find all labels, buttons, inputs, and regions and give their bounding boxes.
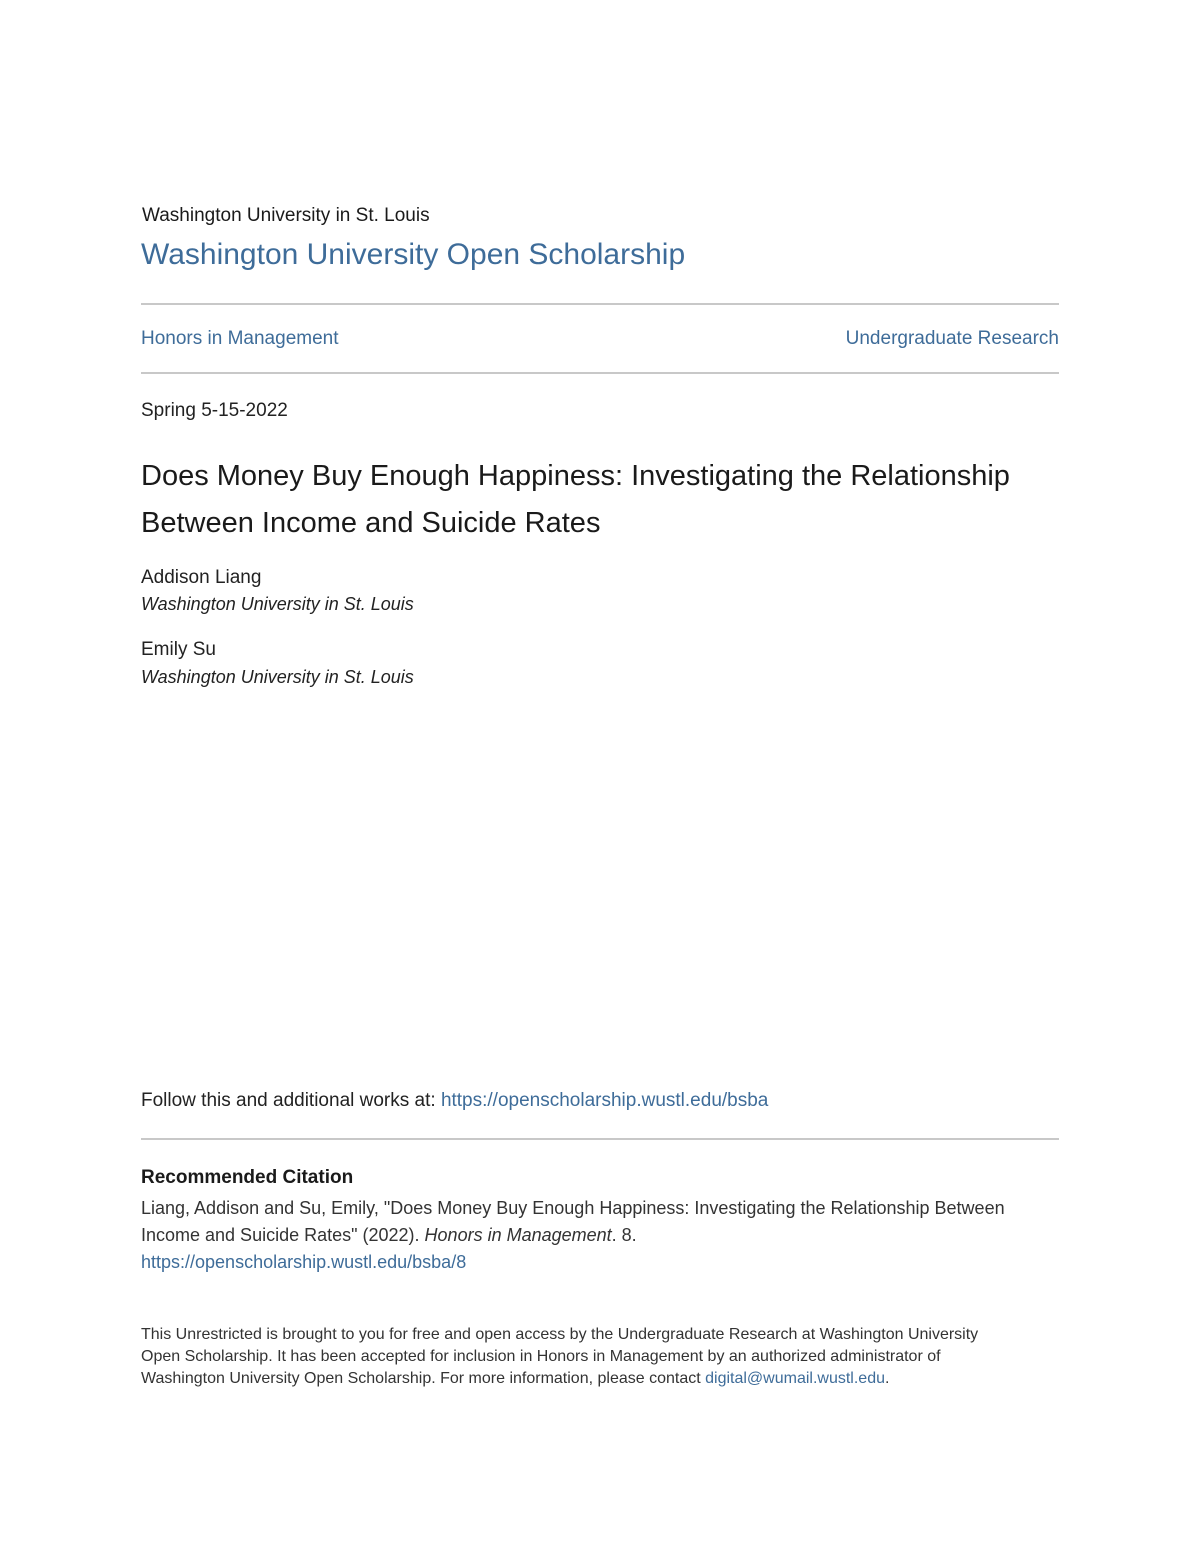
access-statement: [141, 1324, 1001, 1390]
institution-name: Washington University in St. Louis: [142, 205, 430, 226]
author-name: Addison Liang: [141, 567, 262, 588]
access-statement-text: This Unrestricted is brought to you for free and open access by the Undergraduate Research at Washington University Open Scholarship. It has been accepted for inclusion in Honors in Management by an authorized administrator of Washington University Open Scholarship. For more information, please contact: [141, 1326, 979, 1387]
repository-title-link[interactable]: Washington University Open Scholarship: [141, 238, 686, 271]
follow-line: [141, 1090, 768, 1112]
header-divider: [141, 303, 1059, 305]
citation-series: Honors in Management: [424, 1225, 612, 1245]
citation-link[interactable]: https://openscholarship.wustl.edu/bsba/8: [141, 1252, 467, 1272]
collection-link-honors-in-management[interactable]: Honors in Management: [141, 328, 339, 349]
citation-body: [141, 1195, 1021, 1276]
paper-title: Does Money Buy Enough Happiness: Investigating the Relationship Between Income and Suicide Rates: [141, 460, 1010, 539]
follow-link[interactable]: https://openscholarship.wustl.edu/bsba: [440, 1090, 769, 1111]
citation-text: Liang, Addison and Su, Emily, "Does Money Buy Enough Happiness: Investigating the Relationship Between Income and Suicide Rates" (2022).: [141, 1198, 1005, 1245]
follow-text: Follow this and additional works at:: [141, 1090, 441, 1111]
citation-divider: [141, 1138, 1059, 1140]
citation-number: . 8.: [611, 1225, 637, 1245]
collection-link-undergraduate-research[interactable]: Undergraduate Research: [845, 328, 1059, 349]
breadcrumb-divider: [141, 372, 1059, 374]
publication-date: Spring 5-15-2022: [141, 400, 288, 421]
author-affiliation: Washington University in St. Louis: [141, 594, 414, 614]
author-affiliation: Washington University in St. Louis: [141, 667, 414, 687]
author-name: Emily Su: [141, 639, 216, 660]
contact-email-link[interactable]: digital@wumail.wustl.edu: [705, 1370, 885, 1387]
access-statement-end: .: [884, 1370, 890, 1387]
citation-heading: Recommended Citation: [141, 1167, 354, 1188]
